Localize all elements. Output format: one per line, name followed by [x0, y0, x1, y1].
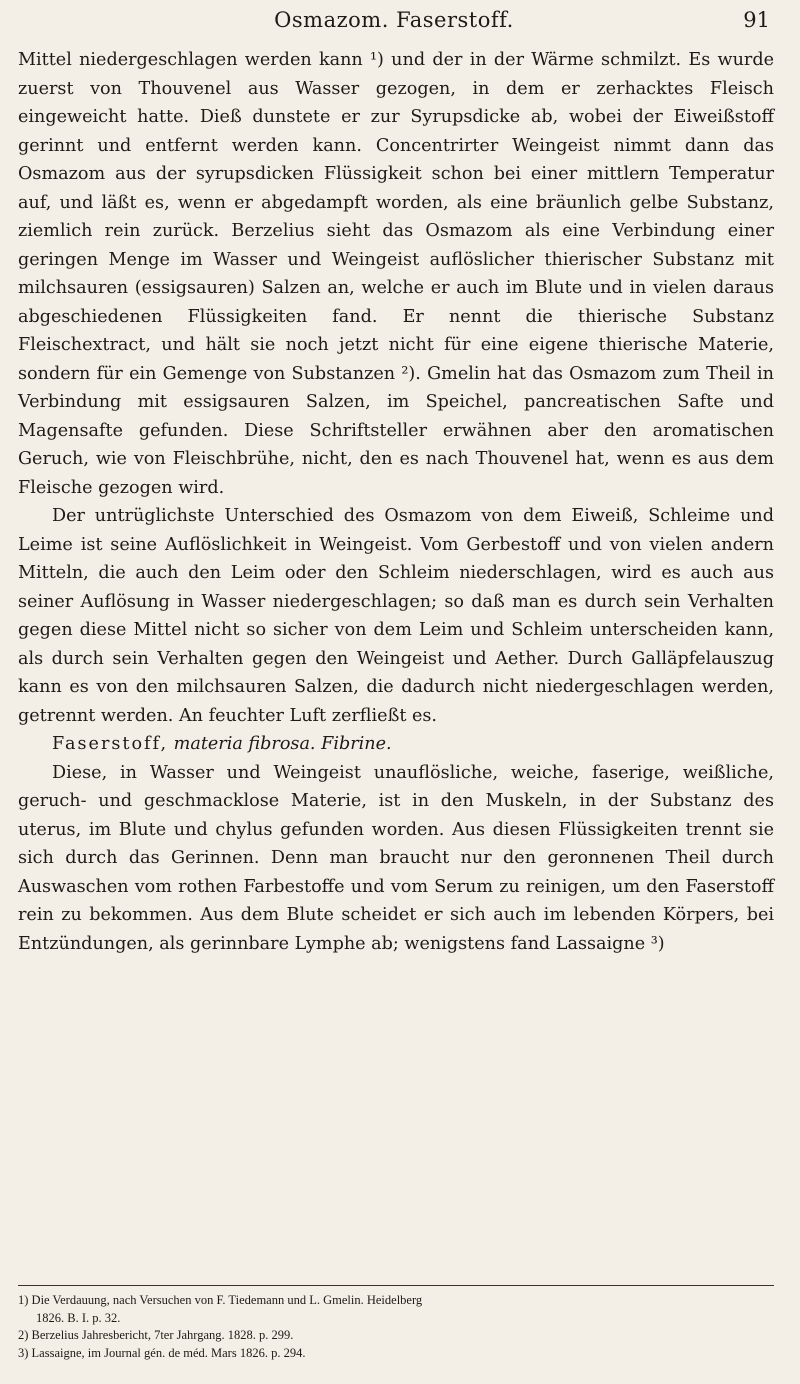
paragraph-osmazom: Mittel niedergeschlagen werden kann ¹) und der in der Wärme schmilzt. Es wurde zuerst von Thouvenel aus Wasser gezogen, in dem er zerhacktes Fleisch eingeweicht hatte. Dieß dunstete er zur Syrupsdicke ab, wobei der Eiweißstoff gerinnt und entfernt werden kann. Concentrirter Weingeist nimmt dann das Osmazom aus der syrupsdicken Flüssigkeit schon bei einer mittlern Temperatur auf, und läßt es, wenn er abgedampft worden, als eine bräunlich gelbe Substanz, ziemlich rein zurück. Berzelius sieht das Osmazom als eine Verbindung einer geringen Menge im Wasser und Weingeist auflöslicher thierischer Substanz mit milchsauren (essigsauren) Salzen an, welche er auch im Blute und in vielen daraus abgeschiedenen Flüssigkeiten fand. Er nennt die thierische Substanz Fleischextract, und hält sie noch jetzt nicht für eine eigene thierische Materie, sondern für ein Gemenge von Substanzen ²). Gmelin hat das Osmazom zum Theil in Verbindung mit essigsauren Salzen, im Speichel, pancreatischen Safte und Magensafte gefunden. Diese Schriftsteller erwähnen aber den aromatischen Geruch, wie von Fleischbrühe, nicht, den es nach Thouvenel hat, wenn es aus dem Fleische gezogen wird. [18, 50, 774, 498]
heading-french-term: Fibrine. [321, 734, 392, 754]
footnote-2 [18, 1327, 774, 1345]
footnote-mark: 3) [18, 1345, 29, 1360]
footnote-mark: 2) [18, 1328, 29, 1342]
footnotes [18, 1285, 774, 1362]
paragraph-faserstoff: Diese, in Wasser und Weingeist unauflösliche, weiche, faserige, weißliche, geruch- und geschmacklose Materie, ist in den Muskeln, in der Substanz des uterus, im Blute und chylus gefunden worden. Aus diesen Flüssigkeiten trennt sie sich durch das Gerinnen. Denn man braucht nur den geronnenen Theil durch Auswaschen vom rothen Farbestoffe und vom Serum zu reinigen, um den Faserstoff rein zu bekommen. Aus dem Blute scheidet er sich auch im lebenden Körpers, bei Entzündungen, als gerinnbare Lymphe ab; wenigstens fand Lassaigne ³) [18, 762, 774, 954]
running-title: Osmazom. Faserstoff. [274, 8, 514, 32]
footnote-1 [18, 1292, 774, 1310]
footnote-mark: 1) [18, 1293, 29, 1307]
paragraph-osmazom-distinction: Der untrüglichste Unterschied des Osmazom von dem Eiweiß, Schleime und Leime ist seine Auflöslichkeit in Weingeist. Vom Gerbestoff und von vielen andern Mitteln, die auch den Leim oder den Schleim niederschlagen, wird es auch aus seiner Auflösung in Wasser niedergeschlagen; so daß man es durch sein Verhalten gegen diese Mittel nicht so sicher von dem Leim und Schleim unterscheiden kann, als durch sein Verhalten gegen den Weingeist und Aether. Durch Galläpfelauszug kann es von den milchsauren Salzen, die dadurch nicht niedergeschlagen werden, getrennt werden. An feuchter Luft zerfließt es. [18, 506, 774, 726]
footnote-text: Die Verdauung, nach Versuchen von F. Tiedemann und L. Gmelin. Heidelberg [31, 1293, 423, 1307]
footnote-text: Berzelius Jahresbericht, 7ter Jahrgang. 1828. p. 299. [31, 1328, 294, 1342]
page-header [18, 4, 770, 40]
footnote-1-continuation: 1826. B. I. p. 32. [36, 1310, 121, 1325]
footnote-3 [18, 1345, 774, 1363]
heading-latin-term: materia fibrosa. [173, 734, 316, 754]
page-body [18, 46, 774, 958]
footnote-text: Lassaigne, im Journal gén. de méd. Mars 1826. p. 294. [31, 1345, 306, 1360]
page-number: 91 [743, 8, 770, 32]
section-heading-faserstoff [18, 730, 774, 759]
heading-term: Faserstoff, [52, 734, 169, 754]
